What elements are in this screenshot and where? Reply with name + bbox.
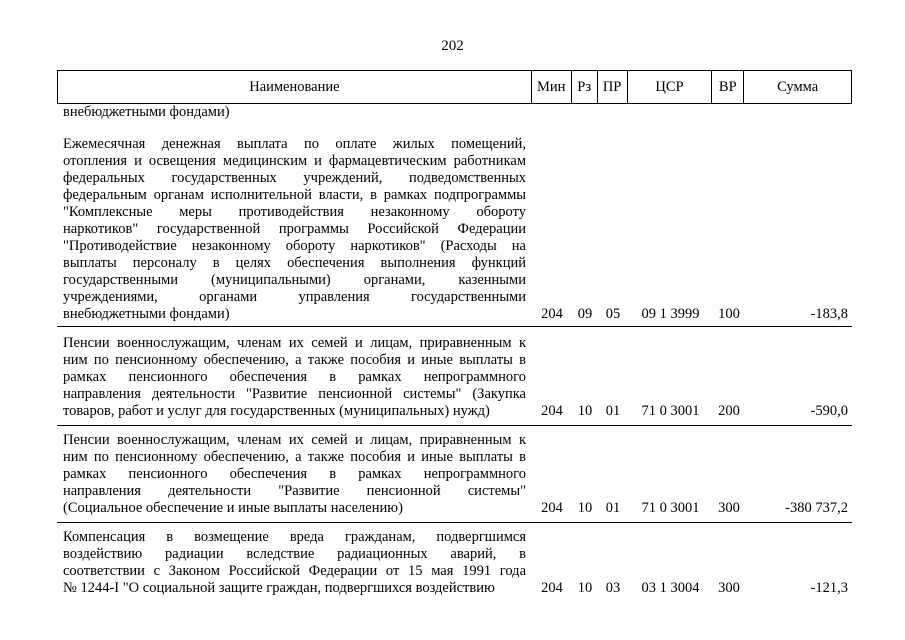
cell-sum: -183,8 [810,306,848,322]
cell-vr: 100 [718,306,740,322]
row-line: № 1244-I "О социальной защите граждан, подвергшихся воздействию [63,580,495,596]
continuation-text: внебюджетными фондами) [63,104,230,120]
header-min: Мин [532,71,572,103]
row-line: учреждениями, органами управления государственными [63,289,526,305]
cell-rz: 10 [577,500,593,516]
cell-csr: 03 1 3004 [641,580,700,596]
row-line: выплаты персоналу в целях обеспечения выполнения функций [63,255,526,271]
row-name [57,136,532,323]
row-divider [57,522,852,523]
page-number: 202 [441,38,464,54]
row-line: Компенсация в возмещение вреда гражданам, подвергшимся [63,529,526,545]
table-row [57,529,852,597]
row-name [57,529,532,597]
row-line: внебюджетными фондами) [63,306,230,322]
header-rz: Рз [572,71,598,103]
cell-csr: 71 0 3001 [641,500,700,516]
row-line: "Противодействие незаконному обороту наркотиков" (Расходы на [63,238,526,254]
row-line: соответствии с Законом Российской Федерации от 15 мая 1991 года [63,563,526,579]
row-line: Пенсии военнослужащим, членам их семей и лицам, приравненным к [63,335,526,351]
cell-vr: 200 [718,403,740,419]
row-line: Ежемесячная денежная выплата по оплате жилых помещений, [63,136,526,152]
cell-rz: 10 [577,403,593,419]
row-line: Пенсии военнослужащим, членам их семей и лицам, приравненным к [63,432,526,448]
row-line: "Комплексные меры противодействия незаконному обороту [63,204,526,220]
cell-rz: 10 [577,580,593,596]
header-sum: Сумма [777,78,819,95]
cell-min: 204 [541,500,563,516]
row-line: (Социальное обеспечение и иные выплаты населению) [63,500,403,516]
cell-sum: -380 737,2 [785,500,848,516]
cell-min: 204 [541,403,563,419]
table-row [57,432,852,517]
table-header [57,70,852,104]
row-name [57,335,532,420]
cell-vr: 300 [718,580,740,596]
cell-sum: -590,0 [810,403,848,419]
cell-csr: 71 0 3001 [641,403,700,419]
cell-sum: -121,3 [810,580,848,596]
cell-pr: 01 [605,500,621,516]
row-divider [57,425,852,426]
row-line: федеральных государственных учреждений, подведомственных [63,170,526,186]
cell-min: 204 [541,306,563,322]
row-line: направления деятельности "Развитие пенсионной системы" (Закупка [63,386,526,402]
row-line: ним по пенсионному обеспечению, а также пособия и иные выплаты в [63,449,526,465]
header-name: Наименование [58,71,532,103]
row-divider [57,326,852,327]
row-line: товаров, работ и услуг для государственных (муниципальных) нужд) [63,403,490,419]
header-csr: ЦСР [628,71,713,103]
cell-csr: 09 1 3999 [641,306,700,322]
cell-vr: 300 [718,500,740,516]
row-line: рамках пенсионного обеспечения в рамках непрограммного [63,466,526,482]
table-row [57,136,852,323]
cell-pr: 01 [605,403,621,419]
table-row [57,335,852,420]
cell-min: 204 [541,580,563,596]
row-line: ним по пенсионному обеспечению, а также пособия и иные выплаты в [63,352,526,368]
cell-rz: 09 [577,306,593,322]
header-pr: ПР [598,71,628,103]
cell-pr: 03 [605,580,621,596]
row-line: государственными (муниципальными) органами, казенными [63,272,526,288]
header-vr: ВР [712,71,744,103]
row-line: направления деятельности "Развитие пенсионной системы" [63,483,526,499]
row-line: наркотиков" государственной программы Российской Федерации [63,221,526,237]
cell-pr: 05 [605,306,621,322]
row-line: рамках пенсионного обеспечения в рамках непрограммного [63,369,526,385]
row-line: отопления и освещения медицинским и фармацевтическим работникам [63,153,526,169]
row-line: федеральным органам исполнительной власти, в рамках подпрограммы [63,187,526,203]
row-name [57,432,532,517]
row-line: воздействию радиации вследствие радиационных аварий, в [63,546,526,562]
